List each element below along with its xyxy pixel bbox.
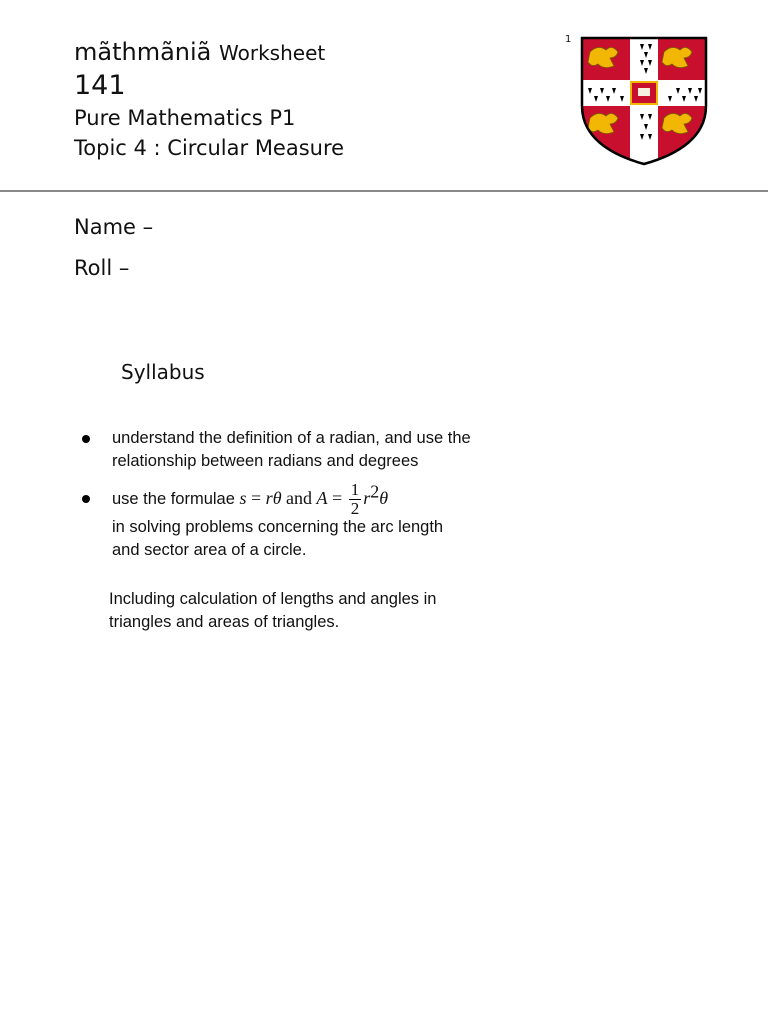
- brand-name: mãthmãniã: [74, 38, 212, 66]
- fraction-numerator: 1: [350, 480, 360, 499]
- page-mark: 1: [565, 34, 572, 45]
- formula-s: s: [239, 487, 247, 508]
- syllabus-heading: Syllabus: [121, 360, 205, 384]
- formula-prefix: use the formulae: [112, 489, 240, 508]
- syllabus-item-2-formula-line: [112, 481, 388, 518]
- formula-theta: θ: [272, 487, 282, 508]
- worksheet-title: [74, 38, 325, 66]
- formula-r-squared: r: [363, 487, 371, 508]
- formula-A: A: [316, 487, 328, 508]
- header-divider: [0, 190, 768, 192]
- formula-r: r: [265, 487, 273, 508]
- university-crest-logo: [580, 36, 708, 166]
- syllabus-item-1-line-1: understand the definition of a radian, and use the: [112, 429, 471, 447]
- syllabus-item-2-line-2: in solving problems concerning the arc length: [112, 518, 444, 536]
- formula-fraction: [349, 481, 362, 518]
- syllabus-item-1-line-2: relationship between radians and degrees: [112, 452, 419, 470]
- syllabus-item-2-line-3: and sector area of a circle.: [112, 541, 307, 559]
- syllabus-note-line-2: triangles and areas of triangles.: [109, 613, 340, 631]
- formula-theta-2: θ: [379, 487, 389, 508]
- fraction-denominator: 2: [350, 499, 360, 518]
- subject-title: Pure Mathematics P1: [74, 106, 296, 130]
- bullet-icon: [82, 495, 90, 503]
- name-label: Name –: [74, 215, 154, 239]
- roll-label: Roll –: [74, 256, 130, 280]
- formula-and: and: [281, 487, 317, 508]
- formula-exponent: 2: [370, 481, 380, 502]
- worksheet-number: 141: [74, 70, 126, 101]
- bullet-icon: [82, 435, 90, 443]
- worksheet-label: Worksheet: [219, 41, 326, 65]
- formula-equals-2: =: [327, 487, 347, 508]
- syllabus-note-line-1: Including calculation of lengths and angles in: [109, 590, 437, 608]
- topic-title: Topic 4 : Circular Measure: [74, 136, 345, 160]
- formula-equals-1: =: [246, 487, 266, 508]
